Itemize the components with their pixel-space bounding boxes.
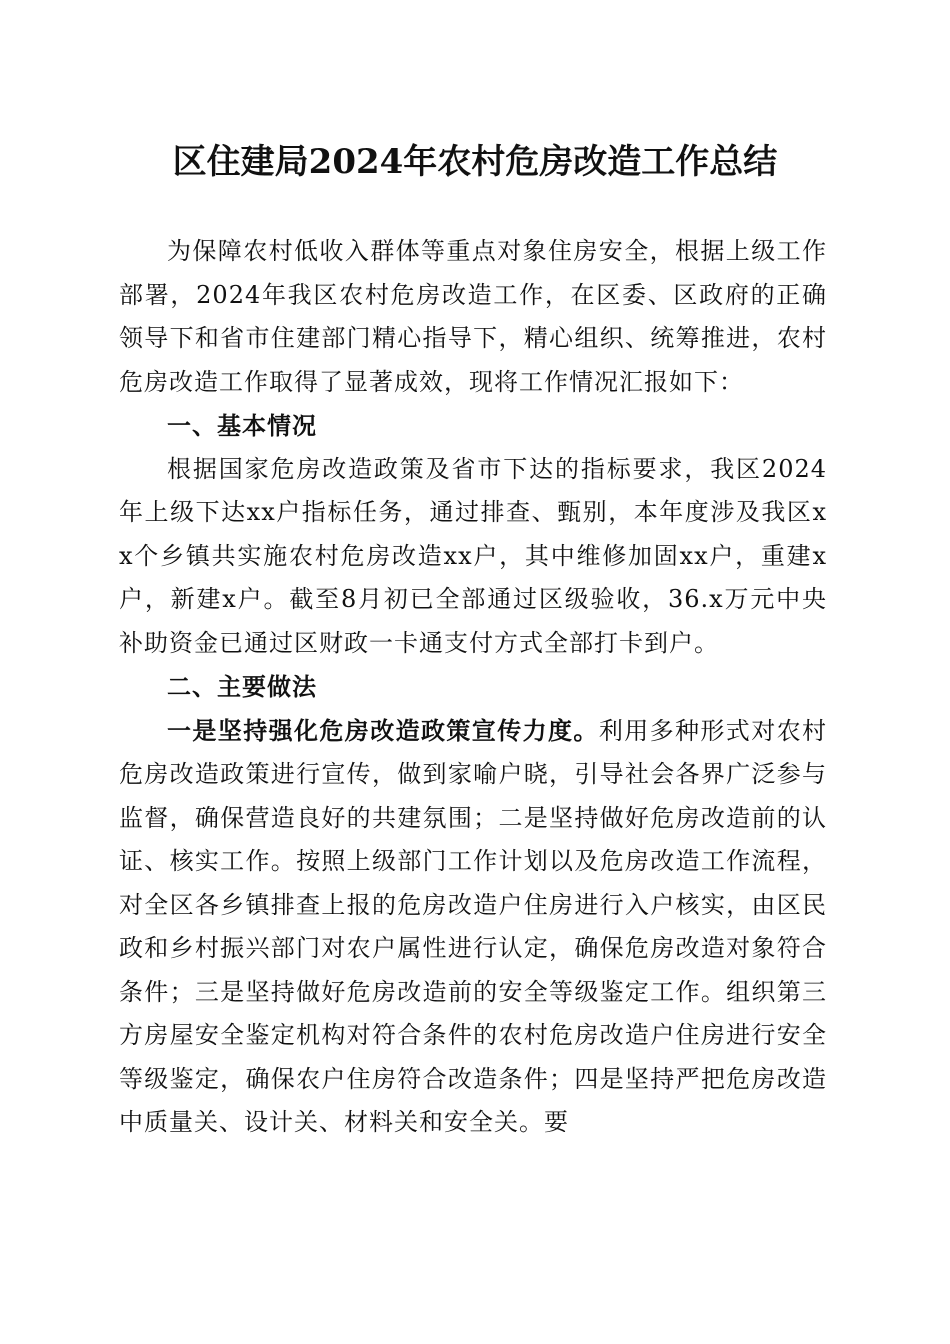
section-heading-basic-situation: 一、基本情况 bbox=[167, 411, 317, 440]
section-heading-main-practices: 二、主要做法 bbox=[167, 672, 317, 701]
main-practices-text: 利用多种形式对农村危房改造政策进行宣传，做到家喻户晓，引导社会各界广泛参与监督，确保营造良好的共建氛围；二是坚持做好危房改造前的认证、核实工作。按照上级部门工作计划以及危房改造工作流程，对全区各乡镇排查上报的危房改造户住房进行入户核实，由区民政和乡村振兴部门对农户属性进行认定，确保危房改造对象符合条件；三是坚持做好危房改造前的安全等级鉴定工作。组织第三方房屋安全鉴定机构对符合条件的农村危房改造户住房进行安全等级鉴定，确保农户住房符合改造条件；四是坚持严把危房改造中质量关、设计关、材料关和安全关。要 bbox=[119, 716, 828, 1136]
main-practices-paragraph bbox=[119, 709, 827, 1145]
main-practices-lead: 一是坚持强化危房改造政策宣传力度。 bbox=[167, 715, 599, 745]
document-title: 区住建局2024年农村危房改造工作总结 bbox=[172, 142, 778, 182]
document-body bbox=[119, 230, 827, 1145]
intro-paragraph: 为保障农村低收入群体等重点对象住房安全，根据上级工作部署，2024年我区农村危房改造工作，在区委、区政府的正确领导下和省市住建部门精心指导下，精心组织、统筹推进，农村危房改造工作取得了显著成效，现将工作情况汇报如下： bbox=[119, 237, 827, 396]
basic-situation-paragraph: 根据国家危房改造政策及省市下达的指标要求，我区2024年上级下达xx户指标任务，通过排查、甄别，本年度涉及我区xx个乡镇共实施农村危房改造xx户，其中维修加固xx户，重建x户，新建x户。截至8月初已全部通过区级验收，36.x万元中央补助资金已通过区财政一卡通支付方式全部打卡到户。 bbox=[119, 454, 827, 657]
